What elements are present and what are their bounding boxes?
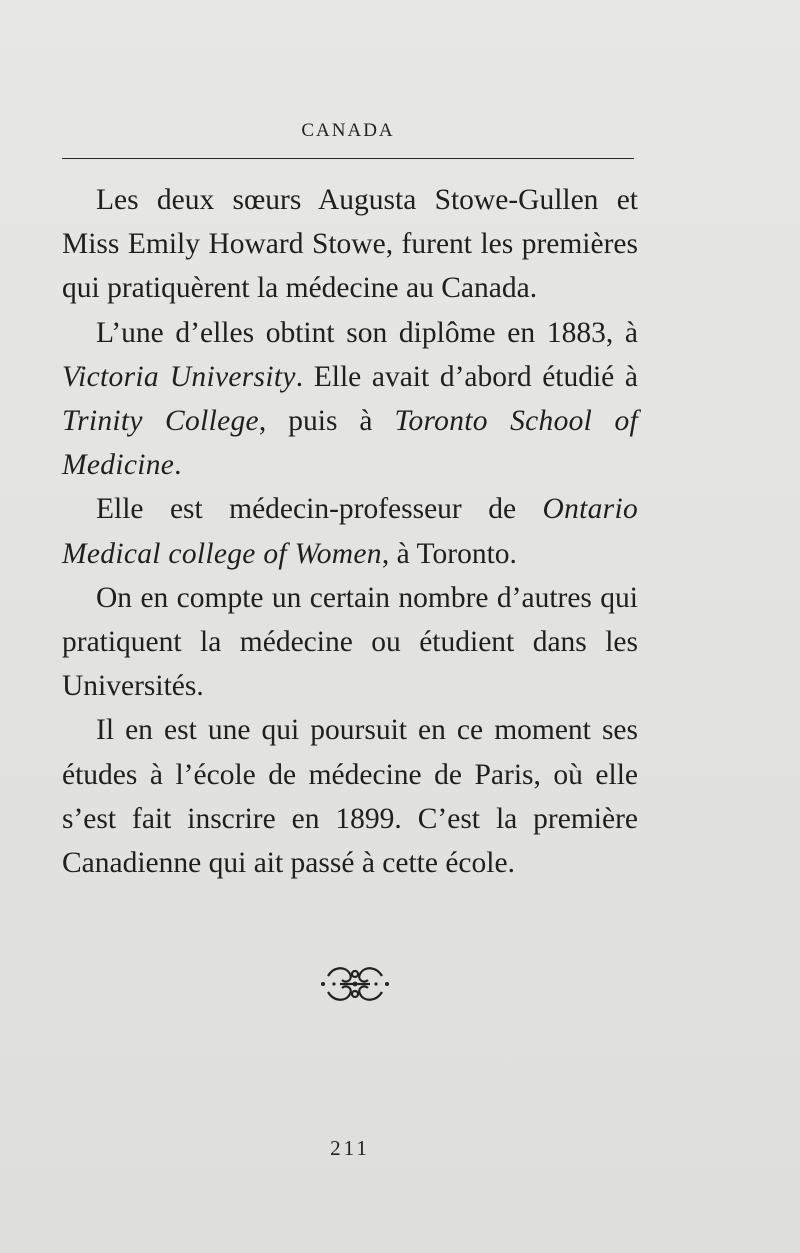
- text-run: Elle est médecin-professeur de: [96, 493, 543, 526]
- body-text: [62, 178, 638, 885]
- paragraph: [62, 487, 638, 575]
- italic-title: Toronto School of Medicine: [62, 405, 638, 482]
- italic-title: Trinity College: [62, 405, 259, 438]
- text-run: . Elle avait d’abord étudié à: [295, 360, 639, 393]
- italic-title: Victoria University: [62, 360, 296, 393]
- page-number: 211: [330, 1136, 370, 1160]
- text-run: Les deux sœurs Augusta Stowe-Gullen et Miss Emily Howard Stowe, furent les premières qui pratiquèrent la médecine au Canada.: [62, 184, 638, 305]
- running-head: CANADA: [301, 120, 395, 141]
- text-run: .: [174, 449, 182, 482]
- text-run: Il en est une qui poursuit en ce moment ses études à l’école de médecine de Paris, où elle s’est fait inscrire en 1899. C’est la première Canadienne qui ait passé à cette école.: [62, 714, 638, 880]
- paragraph: [62, 311, 638, 488]
- text-run: , puis à: [258, 405, 395, 438]
- text-run: L’une d’elles obtint son diplôme en 1883, à: [96, 316, 638, 349]
- paragraph: [62, 178, 638, 311]
- header-rule: [62, 158, 634, 159]
- text-run: On en compte un certain nombre d’autres qui pratiquent la médecine ou étudient dans les Universités.: [62, 581, 638, 703]
- italic-title: Ontario Medical college of Women: [62, 493, 638, 570]
- paragraph: [62, 708, 638, 885]
- paragraph: [62, 576, 638, 709]
- ornament-icon: [320, 962, 390, 1006]
- text-run: , à Toronto.: [381, 537, 517, 570]
